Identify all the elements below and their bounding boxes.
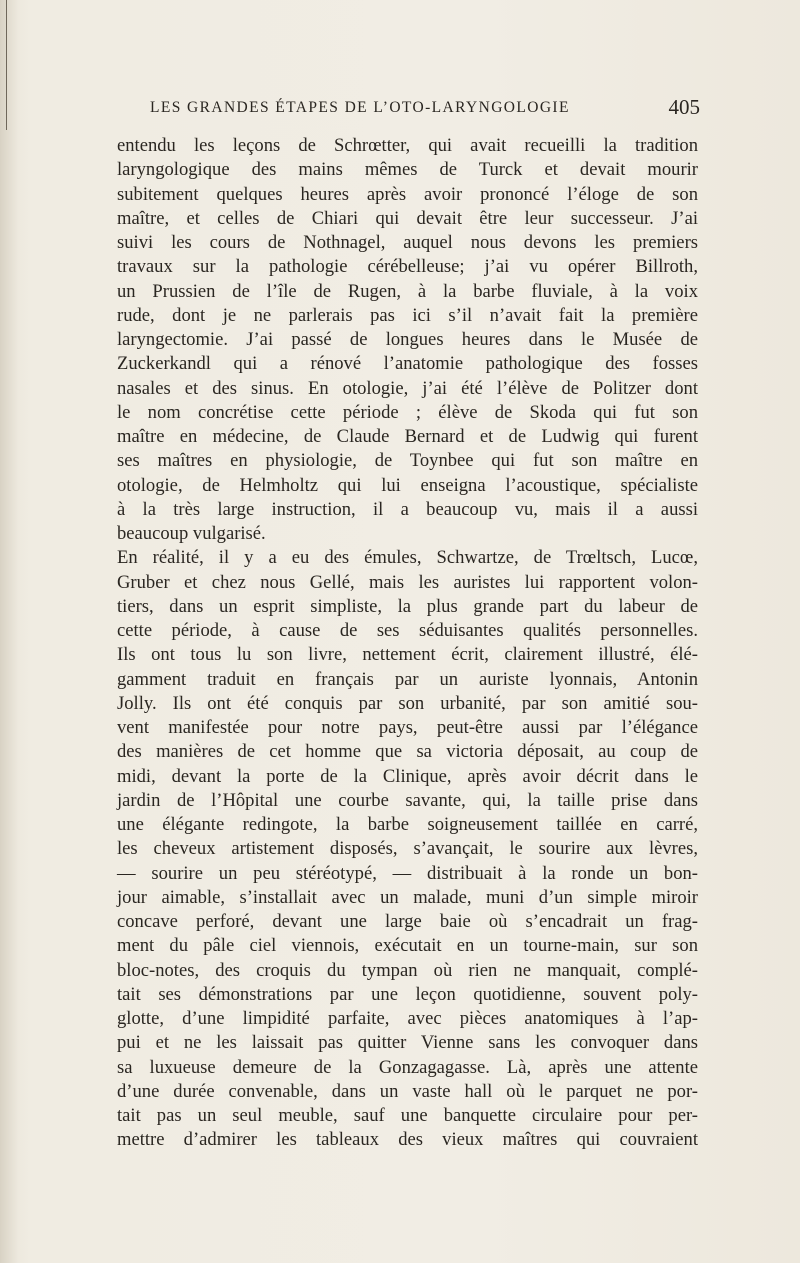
text-line: jardin de l’Hôpital une courbe savante, qui, la taille prise dans	[117, 789, 698, 811]
text-line: suivi les cours de Nothnagel, auquel nous devons les premiers	[117, 232, 698, 253]
text-line: — sourire un peu stéréotypé, — distribuait à la ronde un bon-	[117, 862, 698, 884]
page-number: 405	[668, 95, 700, 119]
text-line: pui et ne les laissait pas quitter Vienne sans les convoquer dans	[117, 1032, 698, 1054]
text-line: midi, devant la porte de la Clinique, après avoir décrit dans le	[117, 765, 698, 787]
text-line: une élégante redingote, la barbe soigneusement taillée en carré,	[117, 814, 698, 835]
text-line: maître en médecine, de Claude Bernard et de Ludwig qui furent	[117, 426, 698, 447]
paragraph-first-line: En réalité, il y a eu des émules, Schwartze, de Trœltsch, Lucœ,	[117, 547, 698, 569]
text-line: sa luxueuse demeure de la Gonzagagasse. Là, après une attente	[117, 1056, 698, 1078]
text-line: Gruber et chez nous Gellé, mais les auristes lui rapportent volon-	[117, 571, 698, 593]
text-line: d’une durée convenable, dans un vaste hall où le parquet ne por-	[117, 1080, 698, 1102]
text-line: ses maîtres en physiologie, de Toynbee qui fut son maître en	[117, 450, 698, 472]
running-head	[150, 95, 700, 125]
text-line: ment du pâle ciel viennois, exécutait en un tourne-main, sur son	[117, 935, 698, 957]
text-line: otologie, de Helmholtz qui lui enseigna l’acoustique, spécialiste	[117, 474, 698, 496]
text-line: cette période, à cause de ses séduisantes qualités personnelles.	[117, 620, 698, 641]
body-text	[117, 134, 698, 1153]
text-line: maître, et celles de Chiari qui devait être leur successeur. J’ai	[117, 207, 698, 229]
text-line: laryngectomie. J’ai passé de longues heures dans le Musée de	[117, 329, 698, 350]
text-line: tait ses démonstrations par une leçon quotidienne, souvent poly-	[117, 983, 698, 1005]
text-line: travaux sur la pathologie cérébelleuse; j’ai vu opérer Billroth,	[117, 256, 698, 278]
running-title: LES GRANDES ÉTAPES DE L’OTO-LARYNGOLOGIE	[150, 99, 570, 116]
text-line: bloc-notes, des croquis du tympan où rien ne manquait, complé-	[117, 959, 698, 981]
paragraph-last-line: beaucoup vulgarisé.	[117, 523, 266, 544]
text-line: des manières de cet homme que sa victoria déposait, au coup de	[117, 741, 698, 763]
text-line: gamment traduit en français par un auriste lyonnais, Antonin	[117, 668, 698, 690]
text-line: glotte, d’une limpidité parfaite, avec pièces anatomiques à l’ap-	[117, 1008, 698, 1029]
text-line: tait pas un seul meuble, sauf une banquette circulaire pour per-	[117, 1105, 698, 1126]
text-line: Zuckerkandl qui a rénové l’anatomie pathologique des fosses	[117, 353, 698, 375]
text-line: Jolly. Ils ont été conquis par son urbanité, par son amitié sou-	[117, 692, 698, 714]
text-line: subitement quelques heures après avoir prononcé l’éloge de son	[117, 183, 698, 205]
text-line: concave perforé, devant une large baie où s’encadrait un frag-	[117, 911, 698, 932]
text-line: un Prussien de l’île de Rugen, à la barbe fluviale, à la voix	[117, 280, 698, 302]
text-line: à la très large instruction, il a beaucoup vu, mais il a aussi	[117, 498, 698, 520]
text-line: nasales et des sinus. En otologie, j’ai été l’élève de Politzer dont	[117, 377, 698, 399]
text-line: les cheveux artistement disposés, s’avançait, le sourire aux lèvres,	[117, 838, 698, 860]
text-line: Ils ont tous lu son livre, nettement écrit, clairement illustré, élé-	[117, 644, 698, 666]
text-line: vent manifestée pour notre pays, peut-être aussi par l’élégance	[117, 717, 698, 738]
text-line: jour aimable, s’installait avec un malade, muni d’un simple miroir	[117, 886, 698, 908]
text-line: tiers, dans un esprit simpliste, la plus grande part du labeur de	[117, 595, 698, 617]
text-line: rude, dont je ne parlerais pas ici s’il n’avait fait la première	[117, 304, 698, 326]
text-line: mettre d’admirer les tableaux des vieux maîtres qui couvraient	[117, 1129, 698, 1151]
page-left-edge	[0, 0, 18, 1263]
text-line: le nom concrétise cette période ; élève de Skoda qui fut son	[117, 401, 698, 423]
text-line: entendu les leçons de Schrœtter, qui avait recueilli la tradition	[117, 135, 698, 156]
text-line: laryngologique des mains mêmes de Turck et devait mourir	[117, 159, 698, 181]
